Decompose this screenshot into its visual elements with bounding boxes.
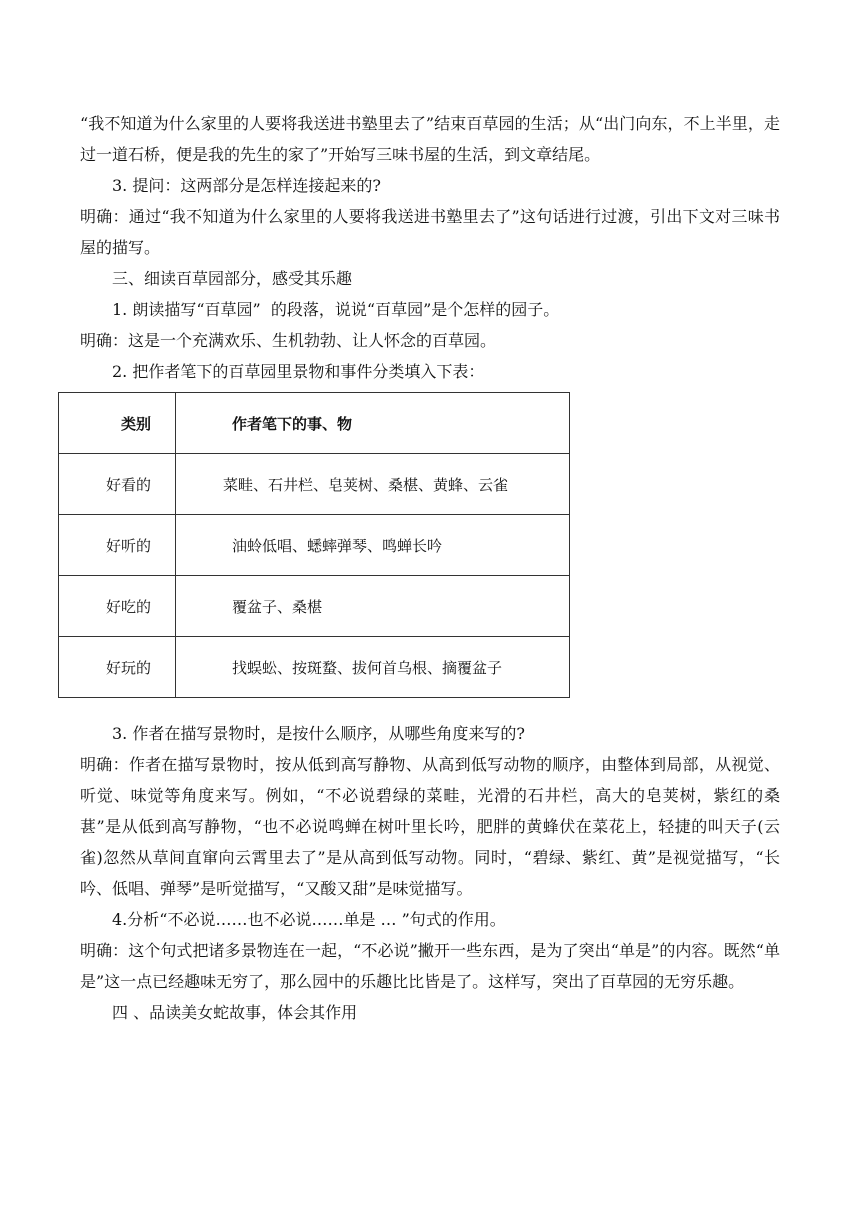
category-cell bbox=[59, 576, 176, 637]
table-header-row bbox=[59, 393, 570, 454]
items-label: 找蜈蚣、按斑蝥、拔何首乌根、摘覆盆子 bbox=[232, 658, 503, 677]
header-cell-category bbox=[59, 393, 176, 454]
question-4-sentence: 4.分析“不必说……也不必说……单是 … ”句式的作用。 bbox=[112, 910, 506, 929]
answer-3-connection: 明确：通过“我不知道为什么家里的人要将我送进书塾里去了”这句话进行过渡，引出下文对三味书屋的描写。 bbox=[80, 207, 780, 257]
category-label: 好吃的 bbox=[106, 597, 152, 616]
table-row bbox=[59, 637, 570, 698]
question-2-table: 2. 把作者笔下的百草园里景物和事件分类填入下表： bbox=[112, 362, 485, 381]
category-label: 好玩的 bbox=[106, 658, 152, 677]
category-cell bbox=[59, 515, 176, 576]
question-1-garden: 1. 朗读描写“百草园” 的段落，说说“百草园”是个怎样的园子。 bbox=[112, 300, 560, 319]
items-label: 覆盆子、桑椹 bbox=[232, 597, 323, 616]
section-4-heading: 四 、品读美女蛇故事，体会其作用 bbox=[112, 1003, 358, 1022]
answer-3-order: 明确：作者在描写景物时，按从低到高写静物、从高到低写动物的顺序，由整体到局部，从视觉、听觉、味觉等角度来写。例如，“不必说碧绿的菜畦，光滑的石井栏，高大的皂荚树，紫红的桑葚”是从低到高写静物，“也不必说鸣蝉在树叶里长吟，肥胖的黄蜂伏在菜花上，轻捷的叫天子(云雀)忽然从草间直窜向云霄里去了”是从高到低写动物。同时，“碧绿、紫红、黄”是视觉描写，“长吟、低唱、弹琴”是听觉描写，“又酸又甜”是味觉描写。 bbox=[80, 755, 780, 898]
header-cell-items bbox=[176, 393, 570, 454]
items-cell bbox=[176, 576, 570, 637]
items-label: 菜畦、石井栏、皂荚树、桑椹、黄蜂、云雀 bbox=[223, 475, 509, 494]
answer-4-sentence: 明确：这个句式把诸多景物连在一起，“不必说”撇开一些东西，是为了突出“单是”的内容。既然“单是”这一点已经趣味无穷了，那么园中的乐趣比比皆是了。这样写，突出了百草园的无穷乐趣。 bbox=[80, 941, 780, 991]
header-category-label: 类别 bbox=[121, 414, 152, 433]
items-cell bbox=[176, 515, 570, 576]
category-cell bbox=[59, 637, 176, 698]
category-label: 好听的 bbox=[106, 536, 152, 555]
table-row bbox=[59, 576, 570, 637]
table-row bbox=[59, 454, 570, 515]
table-row bbox=[59, 515, 570, 576]
question-3-order: 3. 作者在描写景物时，是按什么顺序，从哪些角度来写的? bbox=[112, 724, 525, 743]
header-items-label: 作者笔下的事、物 bbox=[232, 414, 353, 433]
items-cell bbox=[176, 637, 570, 698]
category-table bbox=[58, 392, 570, 698]
answer-1-garden: 明确：这是一个充满欢乐、生机勃勃、让人怀念的百草园。 bbox=[80, 331, 497, 350]
items-label: 油蛉低唱、蟋蟀弹琴、鸣蝉长吟 bbox=[232, 536, 443, 555]
category-cell bbox=[59, 454, 176, 515]
category-label: 好看的 bbox=[106, 475, 152, 494]
category-table-wrap bbox=[80, 392, 780, 698]
paragraph-continuation: “我不知道为什么家里的人要将我送进书塾里去了”结束百草园的生活；从“出门向东，不上半里，走过一道石桥，便是我的先生的家了”开始写三味书屋的生活，到文章结尾。 bbox=[80, 114, 780, 164]
document-page bbox=[80, 108, 780, 1028]
section-3-heading: 三、细读百草园部分，感受其乐趣 bbox=[112, 269, 353, 288]
question-3-connection: 3. 提问：这两部分是怎样连接起来的? bbox=[112, 176, 381, 195]
items-cell bbox=[176, 454, 570, 515]
